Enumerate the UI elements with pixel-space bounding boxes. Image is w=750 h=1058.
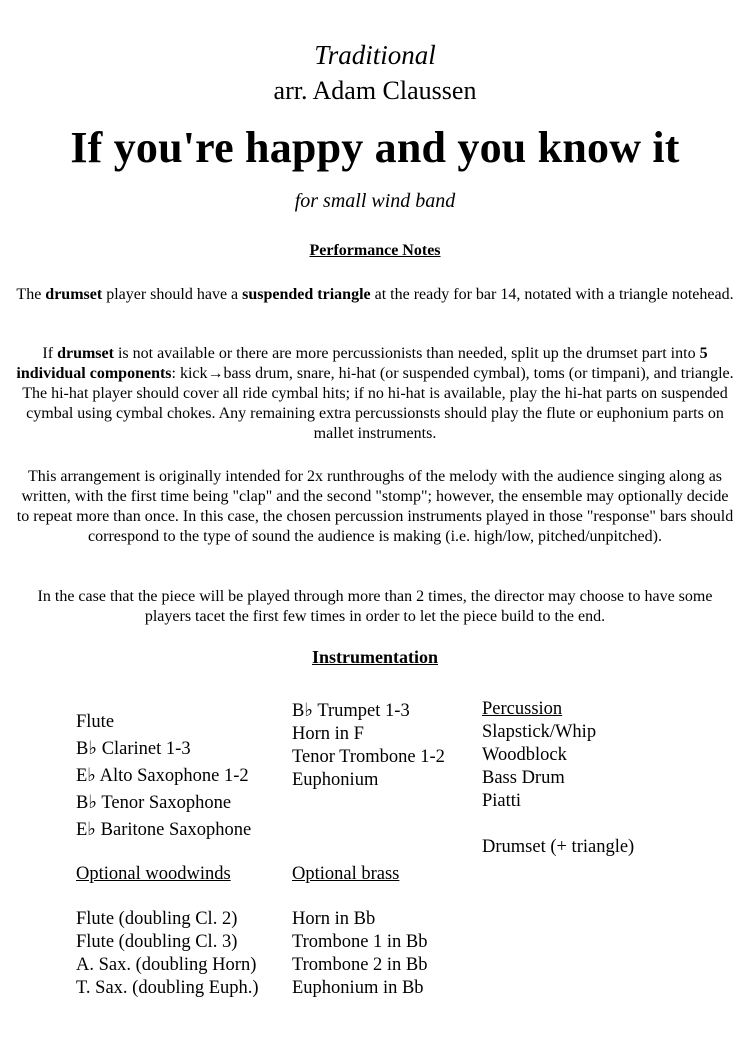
list-item: Woodblock — [482, 745, 567, 765]
performance-note-4: In the case that the piece will be played through more than 2 times, the director may choose to have some players tacet the first few times in order to let the piece build to the end. — [37, 588, 713, 625]
list-item: E♭ Alto Saxophone 1-2 — [76, 766, 249, 786]
list-item: T. Sax. (doubling Euph.) — [76, 978, 259, 998]
instrumentation-heading: Instrumentation — [311, 647, 438, 667]
list-item: A. Sax. (doubling Horn) — [76, 955, 257, 975]
list-item: Horn in F — [292, 724, 364, 744]
text: : kick→bass drum, snare, hi-hat (or suspended cymbal), toms (or timpani), and triangle. The hi-hat player should cover all ride cymbal hits; if no hi-hat is available, play the hi-hat parts on suspended cymbal using cymbal chokes. Any remaining extra percussionsts should play the flute or euphonium parts on mallet instruments. — [22, 365, 734, 442]
optional-brass-heading: Optional brass — [292, 864, 400, 884]
list-item: B♭ Clarinet 1-3 — [76, 739, 191, 759]
optional-woodwinds-list — [76, 908, 259, 1000]
list-item: Tenor Trombone 1-2 — [292, 747, 445, 767]
list-item: E♭ Baritone Saxophone — [76, 820, 252, 840]
list-item: Horn in Bb — [292, 909, 376, 929]
bold-text: drumset — [45, 286, 103, 303]
optional-woodwinds-heading: Optional woodwinds — [76, 864, 231, 884]
list-item: Piatti — [482, 791, 522, 811]
optional-brass-list — [292, 908, 428, 1000]
bold-text: 5 individual components — [16, 345, 708, 382]
list-item: B♭ Tenor Saxophone — [76, 793, 232, 813]
drumset-item: Drumset (+ triangle) — [482, 837, 635, 857]
text: is not available or there are more percussionists than needed, split up the drumset part into — [113, 345, 700, 362]
woodwinds-list — [76, 709, 251, 844]
bold-text: suspended triangle — [242, 286, 371, 303]
subtitle: for small wind band — [294, 190, 456, 212]
list-item: Flute (doubling Cl. 3) — [76, 932, 238, 952]
list-item: Flute (doubling Cl. 2) — [76, 909, 238, 929]
list-item: Euphonium in Bb — [292, 978, 424, 998]
brass-list — [292, 700, 445, 792]
performance-note-3: This arrangement is originally intended for 2x runthroughs of the melody with the audience singing along as written, with the first time being "clap" and the second "stomp"; however, the ensemble may optionally decide to repeat more than once. In this case, the chosen percussion instruments played in those "response" bars should correspond to the type of sound the audience is making (i.e. high/low, pitched/unpitched). — [16, 468, 734, 545]
list-item: Bass Drum — [482, 768, 565, 788]
text: player should have a — [102, 286, 243, 303]
text: at the ready for bar 14, notated with a triangle notehead. — [370, 286, 734, 303]
performance-note-2 — [16, 344, 734, 444]
performance-notes-heading: Performance Notes — [309, 242, 441, 259]
text: If — [42, 345, 58, 362]
percussion-heading: Percussion — [482, 699, 563, 719]
list-item: Flute — [76, 712, 115, 732]
text: The — [16, 286, 46, 303]
bold-text: drumset — [57, 345, 114, 362]
list-item: B♭ Trumpet 1-3 — [292, 701, 410, 721]
list-item: Trombone 1 in Bb — [292, 932, 428, 952]
performance-note-1 — [16, 285, 734, 305]
list-item: Slapstick/Whip — [482, 722, 597, 742]
composer: Traditional — [314, 40, 436, 70]
percussion-list — [482, 698, 596, 813]
list-item: Trombone 2 in Bb — [292, 955, 428, 975]
list-item: Euphonium — [292, 770, 379, 790]
page-title: If you're happy and you know it — [70, 123, 680, 172]
arranger: arr. Adam Claussen — [273, 76, 477, 105]
